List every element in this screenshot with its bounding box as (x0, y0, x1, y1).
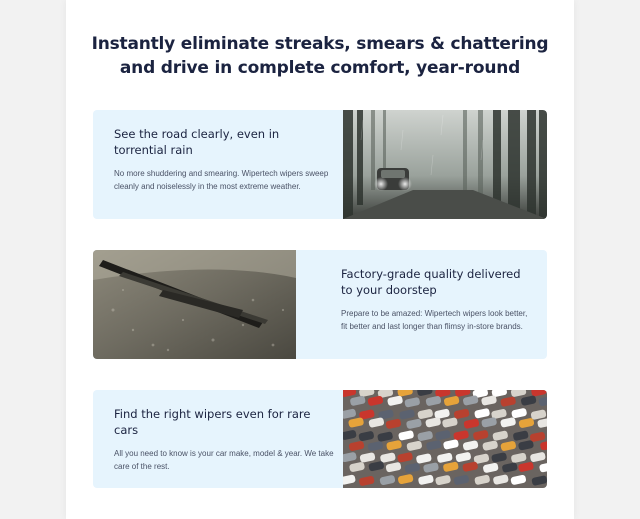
headline-line-2: and drive in complete comfort, year-round (119, 58, 521, 78)
parking-lot-photo (343, 390, 547, 488)
feature-text (114, 110, 334, 193)
feature-title: Factory-grade quality delivered to your doorstep (341, 267, 521, 297)
wiper-blade-photo (93, 250, 296, 359)
page-headline (66, 32, 574, 80)
feature-body: Prepare to be amazed: Wipertech wipers look better, fit better and last longer than flimsy in-store brands. (341, 309, 528, 331)
feature-body: All you need to know is your car make, model & year. We take care of the rest. (114, 449, 334, 471)
feature-card-rare-cars (93, 390, 547, 488)
feature-card-rain (93, 110, 547, 219)
feature-body: No more shuddering and smearing. Wipertech wipers sweep cleanly and noiselessly in the most extreme weather. (114, 169, 329, 191)
feature-title: Find the right wipers even for rare cars (114, 407, 311, 437)
feature-text (341, 250, 531, 333)
feature-title: See the road clearly, even in torrential rain (114, 127, 280, 157)
feature-card-quality (93, 250, 547, 359)
headline-line-1: Instantly eliminate streaks, smears & chattering (91, 34, 549, 54)
feature-text (114, 390, 334, 473)
car-in-rain-photo (343, 110, 547, 219)
